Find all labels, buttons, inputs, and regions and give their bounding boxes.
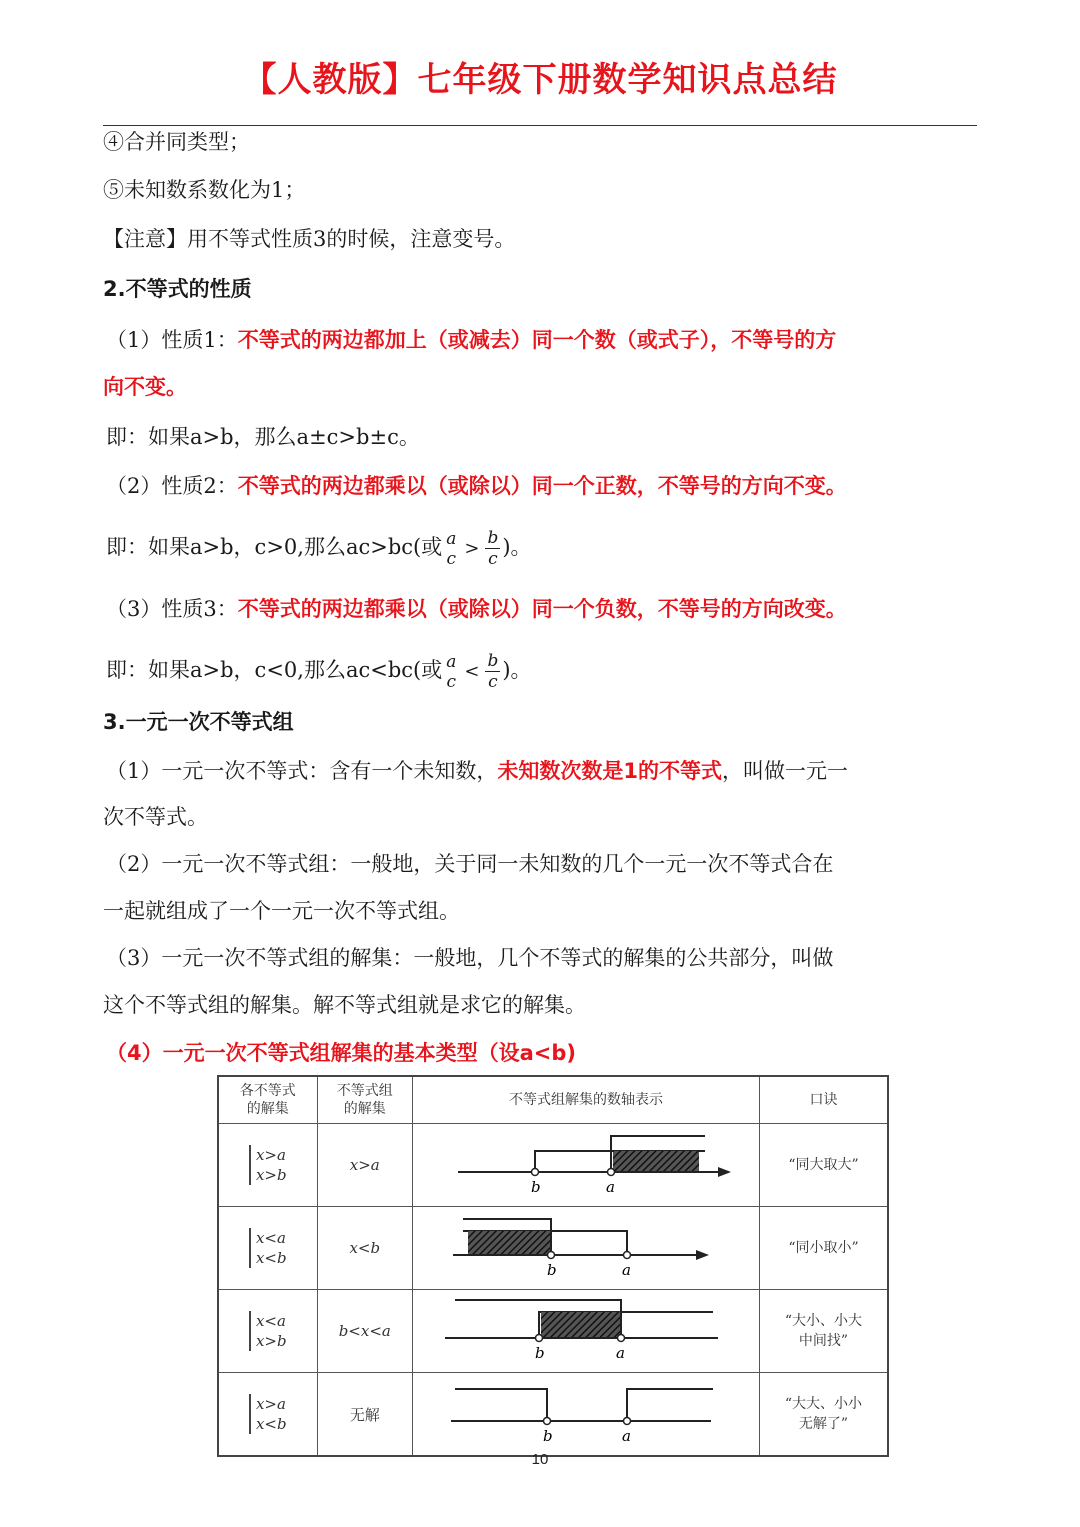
label-b: b — [542, 1427, 553, 1445]
frac-denominator: c — [446, 671, 457, 692]
point-a — [617, 1335, 624, 1342]
number-line-cell — [412, 1124, 759, 1207]
inequality-system — [249, 1145, 287, 1185]
solution-cell: x>a — [317, 1124, 412, 1207]
point-a — [623, 1418, 630, 1425]
number-line-cell — [412, 1373, 759, 1457]
property-2-example-end: )。 — [502, 535, 532, 559]
definition-1-line — [106, 756, 848, 786]
label-b: b — [546, 1261, 557, 1279]
point-b — [531, 1169, 538, 1176]
inequality: x<a — [255, 1312, 286, 1330]
gt-sign: > — [464, 538, 480, 559]
lt-sign: < — [464, 661, 480, 682]
label-b: b — [530, 1178, 541, 1196]
header-number-line: 不等式组解集的数轴表示 — [412, 1076, 759, 1124]
solution-cell: 无解 — [317, 1373, 412, 1457]
inequality: x>b — [255, 1166, 287, 1184]
inequality: x>a — [255, 1395, 286, 1413]
table-row — [218, 1124, 888, 1207]
solution-cell: b<x<a — [317, 1290, 412, 1373]
property-1-example: 即：如果a>b，那么a±c>b±c。 — [106, 425, 420, 449]
frac-numerator: a — [446, 651, 457, 672]
definition-4-heading: （4）一元一次不等式组解集的基本类型（设a<b) — [106, 1041, 577, 1065]
property-2-line — [106, 471, 847, 501]
property-2-label: （2）性质2： — [106, 474, 238, 498]
property-2-example — [106, 527, 532, 569]
frac-denominator: c — [488, 549, 498, 569]
property-1-label: （1）性质1： — [106, 328, 238, 352]
label-a: a — [621, 1261, 631, 1279]
frac-numerator: b — [487, 651, 499, 671]
inequality: x<a — [255, 1229, 286, 1247]
property-2-example-text: 即：如果a>b，c>0,那么ac>bc(或 — [106, 535, 443, 559]
mnemonic-cell — [759, 1124, 888, 1207]
mnemonic-line: 无解了” — [798, 1416, 849, 1432]
property-3-example — [106, 650, 532, 692]
section-3-heading: 3.一元一次不等式组 — [103, 710, 294, 734]
set-bracket-a — [627, 1389, 713, 1421]
table-row — [218, 1373, 888, 1457]
table-row — [218, 1207, 888, 1290]
table-row — [218, 1290, 888, 1373]
mnemonic-cell — [759, 1290, 888, 1373]
mnemonic-line: “大大、小小 — [784, 1396, 863, 1412]
label-b: b — [534, 1344, 545, 1362]
number-line-diagram — [413, 1207, 759, 1285]
inequality-system — [249, 1394, 287, 1434]
definition-2-cont: 一起就组成了一个一元一次不等式组。 — [103, 899, 460, 923]
mnemonic-line: 中间找” — [798, 1333, 849, 1349]
label-a: a — [605, 1178, 615, 1196]
number-line-diagram — [413, 1290, 759, 1368]
solution-set-table — [217, 1075, 889, 1445]
definition-1-text: （1）一元一次不等式：含有一个未知数， — [106, 759, 498, 783]
definition-1-text-end: ，叫做一元一 — [721, 759, 848, 783]
number-line-diagram — [413, 1124, 759, 1202]
solution-region — [613, 1151, 699, 1171]
title-divider — [103, 125, 977, 126]
fraction-a-over-c — [444, 652, 458, 692]
number-line-cell — [412, 1290, 759, 1373]
property-1-statement-cont: 向不变。 — [103, 375, 187, 399]
mnemonic-cell — [759, 1373, 888, 1457]
table-header-row — [218, 1076, 888, 1124]
frac-numerator: b — [487, 528, 499, 548]
system-cell — [218, 1207, 317, 1290]
solution-table-grid — [217, 1075, 889, 1457]
definition-1-highlight: 未知数次数是1的不等式 — [497, 759, 722, 783]
header-line: 不等式组 — [336, 1083, 393, 1099]
number-line-cell — [412, 1207, 759, 1290]
inequality: x>a — [255, 1146, 286, 1164]
inequality-system — [249, 1311, 287, 1351]
mnemonic-line: “同小取小” — [788, 1240, 859, 1256]
fraction-b-over-c — [485, 528, 500, 569]
property-2-statement: 不等式的两边都乘以（或除以）同一个正数，不等号的方向不变。 — [237, 474, 847, 498]
solution-region — [468, 1231, 550, 1254]
inequality: x<b — [255, 1249, 287, 1267]
system-cell — [218, 1290, 317, 1373]
number-line-diagram — [413, 1373, 759, 1451]
mnemonic-cell — [759, 1207, 888, 1290]
property-3-example-end: )。 — [502, 658, 532, 682]
point-b — [547, 1252, 554, 1259]
point-a — [607, 1169, 614, 1176]
page-title: 【人教版】七年级下册数学知识点总结 — [242, 60, 838, 100]
definition-3-cont: 这个不等式组的解集。解不等式组就是求它的解集。 — [103, 993, 586, 1017]
mnemonic-line: “同大取大” — [788, 1157, 859, 1173]
set-bracket-b — [455, 1389, 547, 1421]
header-line: 各不等式 — [239, 1083, 296, 1099]
inequality: x>b — [255, 1332, 287, 1350]
property-1-line — [106, 325, 836, 355]
note-line: 【注意】用不等式性质3的时候，注意变号。 — [103, 227, 516, 251]
frac-numerator: a — [446, 528, 457, 549]
axis-arrow — [696, 1250, 709, 1260]
point-b — [535, 1335, 542, 1342]
frac-denominator: c — [488, 672, 498, 692]
fraction-a-over-c — [444, 529, 458, 569]
property-3-line — [106, 594, 847, 624]
header-line: 的解集 — [343, 1101, 386, 1117]
header-system-set — [317, 1076, 412, 1124]
definition-3-line: （3）一元一次不等式组的解集：一般地，几个不等式的解集的公共部分，叫做 — [106, 946, 834, 970]
header-mnemonic: 口诀 — [759, 1076, 888, 1124]
property-3-example-text: 即：如果a>b，c<0,那么ac<bc(或 — [106, 658, 443, 682]
label-a: a — [621, 1427, 631, 1445]
point-a — [623, 1252, 630, 1259]
system-cell — [218, 1373, 317, 1457]
step-5-line: ⑤未知数系数化为1； — [103, 178, 306, 202]
header-line: 的解集 — [246, 1101, 289, 1117]
solution-cell: x<b — [317, 1207, 412, 1290]
property-1-statement: 不等式的两边都加上（或减去）同一个数（或式子），不等号的方 — [237, 328, 837, 352]
frac-denominator: c — [446, 548, 457, 569]
property-3-statement: 不等式的两边都乘以（或除以）同一个负数，不等号的方向改变。 — [237, 597, 847, 621]
section-2-heading: 2.不等式的性质 — [103, 277, 252, 301]
label-a: a — [615, 1344, 625, 1362]
point-b — [543, 1418, 550, 1425]
definition-1-cont: 次不等式。 — [103, 805, 208, 829]
page-number: 10 — [531, 1451, 549, 1468]
inequality: x<b — [255, 1415, 287, 1433]
step-4-line: ④合并同类型； — [103, 130, 250, 154]
axis-arrow — [718, 1167, 731, 1177]
fraction-b-over-c — [485, 651, 500, 692]
header-individual-sets — [218, 1076, 317, 1124]
definition-2-line: （2）一元一次不等式组：一般地，关于同一未知数的几个一元一次不等式合在 — [106, 852, 834, 876]
property-3-label: （3）性质3： — [106, 597, 238, 621]
system-cell — [218, 1124, 317, 1207]
solution-region — [541, 1312, 620, 1337]
mnemonic-line: “大小、小大 — [784, 1313, 863, 1329]
inequality-system — [249, 1228, 287, 1268]
